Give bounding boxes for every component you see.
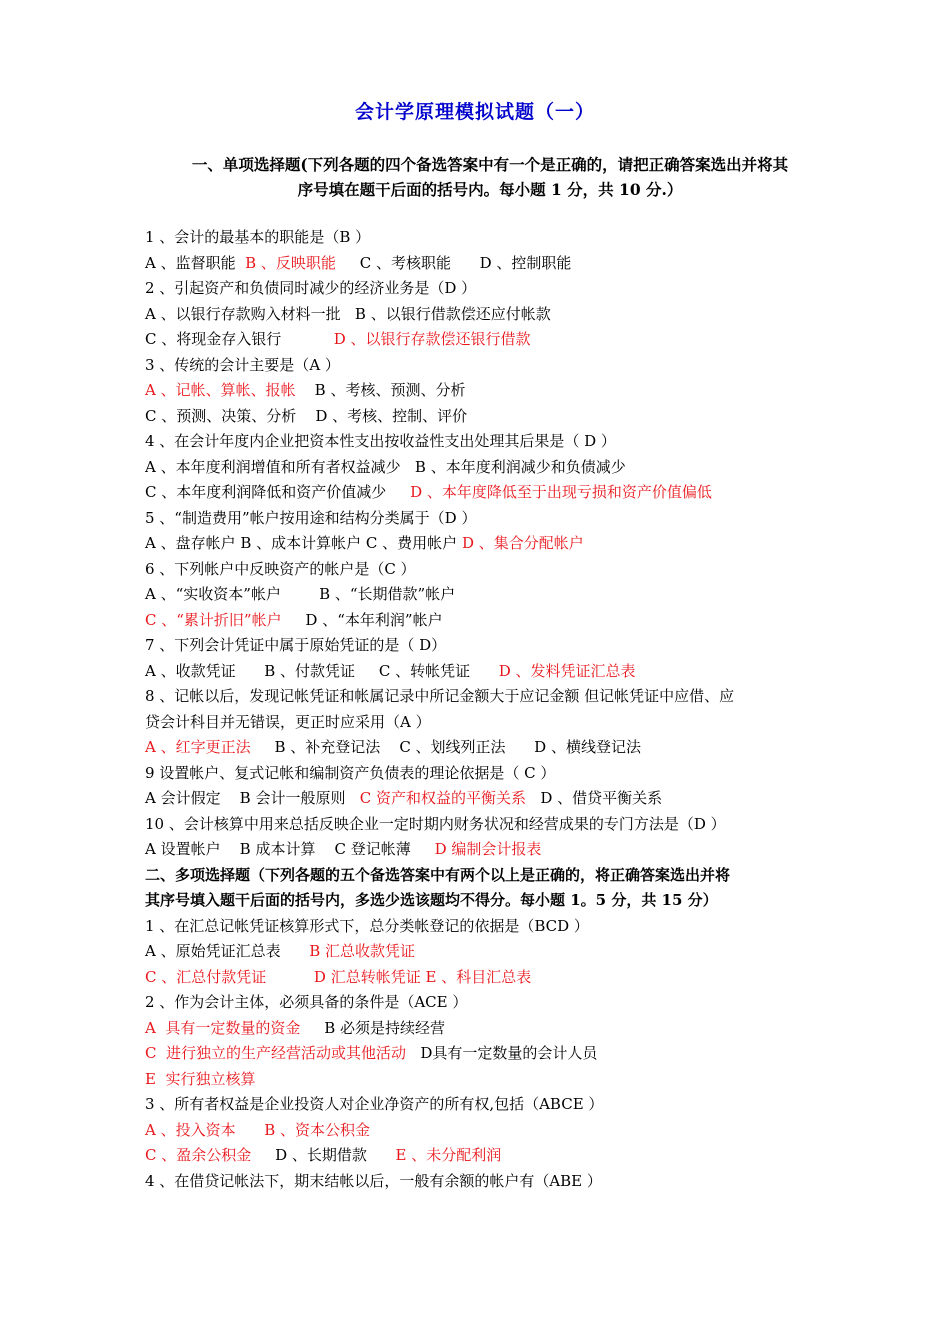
section-2-heading-line — [145, 863, 825, 889]
text-segment: 2 、作为会计主体，必须具备的条件是（ACE ） — [145, 993, 468, 1011]
text-segment: A 、以银行存款购入材料一批 B 、以银行借款偿还应付帐款 — [145, 304, 551, 323]
question-line — [145, 582, 825, 608]
question-line — [145, 990, 825, 1016]
question-line — [145, 939, 825, 965]
text-segment: A 、“实收资本”帐户 B 、“长期借款”帐户 — [145, 585, 456, 603]
text-segment: A 、原始凭证汇总表 — [145, 942, 310, 960]
correct-answer: D 、以银行存款偿还银行借款 — [333, 330, 531, 348]
correct-answer: B 、反映职能 — [245, 253, 336, 272]
text-segment: 1 、会计的最基本的职能是（B ） — [145, 228, 371, 246]
text-segment: A 、收款凭证 B 、付款凭证 C 、转帐凭证 — [145, 661, 499, 680]
question-line — [145, 531, 825, 557]
text-segment: 1 、在汇总记帐凭证核算形式下，总分类帐登记的依据是（BCD ） — [145, 916, 589, 935]
section-1-heading-line: 序号填在题干后面的括号内。每小题 1 分，共 10 分.） — [297, 180, 683, 199]
correct-answer: A 、投入资本 — [145, 1120, 236, 1139]
question-line — [145, 608, 825, 634]
correct-answer: A 具有一定数量的资金 — [145, 1018, 301, 1037]
correct-answer: A 、记帐、算帐、报帐 — [145, 381, 296, 399]
text-segment: A 、盘存帐户 B 、成本计算帐户 C 、费用帐户 — [145, 534, 462, 552]
correct-answer: E 、未分配利润 — [395, 1146, 502, 1164]
question-line — [145, 1143, 825, 1169]
text-segment: C 、将现金存入银行 — [145, 330, 334, 348]
text-segment: D 、借贷平衡关系 — [526, 789, 663, 807]
text-segment: D 、长期借款 — [251, 1146, 396, 1164]
question-line — [145, 684, 825, 710]
text-segment: 3 、所有者权益是企业投资人对企业净资产的所有权,包括（ABCE ） — [145, 1095, 604, 1113]
question-line — [145, 1067, 825, 1093]
text-segment: 10 、会计核算中用来总括反映企业一定时期内财务状况和经营成果的专门方法是（D ） — [145, 814, 726, 833]
correct-answer: D 、发料凭证汇总表 — [498, 661, 636, 680]
correct-answer: B 汇总收款凭证 — [309, 942, 416, 960]
question-line — [145, 761, 825, 787]
text-segment: C 、预测、决策、分析 D 、考核、控制、评价 — [145, 406, 468, 425]
text-segment: 其序号填入题干后面的括号内，多选少选该题均不得分。每小题 1。5 分，共 15 分） — [145, 891, 718, 909]
text-segment: 二、多项选择题（下列各题的五个备选答案中有两个以上是正确的，将正确答案选出并将 — [145, 865, 731, 884]
question-line — [145, 1016, 825, 1042]
question-line — [145, 353, 825, 379]
question-line — [145, 225, 825, 251]
correct-answer: D 、本年度降低至于出现亏损和资产价值偏低 — [410, 483, 712, 501]
text-segment: D具有一定数量的会计人员 — [406, 1044, 598, 1062]
correct-answer: C 、汇总付款凭证 D 汇总转帐凭证 E 、科目汇总表 — [145, 967, 532, 986]
question-line — [145, 327, 825, 353]
question-list — [145, 225, 825, 1194]
question-line — [145, 1118, 825, 1144]
text-segment: 9 设置帐户、复式记帐和编制资产负债表的理论依据是（ C ） — [145, 763, 556, 782]
question-line — [145, 251, 825, 277]
text-segment: A 、监督职能 — [145, 253, 246, 272]
text-segment: B 、考核、预测、分析 — [295, 381, 466, 399]
correct-answer: D 编制会计报表 — [434, 840, 542, 858]
question-line — [145, 480, 825, 506]
question-line — [145, 506, 825, 532]
correct-answer: C 、盈余公积金 — [145, 1146, 252, 1164]
text-segment: 7 、下列会计凭证中属于原始凭证的是（ D） — [145, 636, 447, 654]
question-line — [145, 812, 825, 838]
correct-answer: C 、“累计折旧”帐户 — [145, 610, 282, 629]
correct-answer: C 进行独立的生产经营活动或其他活动 — [145, 1044, 407, 1062]
section-1-heading-line: 一、单项选择题(下列各题的四个备选答案中有一个是正确的，请把正确答案选出并将其 — [191, 155, 789, 174]
text-segment: C 、本年度利润降低和资产价值减少 — [145, 483, 411, 501]
text-segment: 4 、在借贷记帐法下，期末结帐以后，一般有余额的帐户有（ABE ） — [145, 1171, 602, 1190]
correct-answer: A 、红字更正法 — [145, 738, 251, 756]
correct-answer: D 、集合分配帐户 — [461, 534, 584, 552]
text-segment: 6 、下列帐户中反映资产的帐户是（C ） — [145, 559, 416, 578]
question-line — [145, 429, 825, 455]
text-segment: 5 、“制造费用”帐户按用途和结构分类属于（D ） — [145, 508, 477, 527]
text-segment: B 必须是持续经营 — [300, 1018, 446, 1037]
question-line — [145, 633, 825, 659]
text-segment: 8 、记帐以后，发现记帐凭证和帐属记录中所记金额大于应记金额 但记帐凭证中应借、应 — [145, 687, 735, 705]
question-line — [145, 965, 825, 991]
question-line — [145, 735, 825, 761]
correct-answer: B 、资本公积金 — [264, 1120, 371, 1139]
text-segment: A 会计假定 B 会计一般原则 — [145, 789, 360, 807]
text-segment: 贷会计科目并无错误，更正时应采用（A ） — [145, 712, 431, 731]
text-segment: 3 、传统的会计主要是（A ） — [145, 355, 340, 374]
text-segment: 2 、引起资产和负债同时减少的经济业务是（D ） — [145, 279, 477, 297]
correct-answer: C 资产和权益的平衡关系 — [359, 789, 527, 807]
question-line — [145, 837, 825, 863]
text-segment: B 、补充登记法 C 、划线列正法 D 、横线登记法 — [250, 738, 641, 756]
question-line — [145, 1092, 825, 1118]
text-segment: D 、“本年利润”帐户 — [281, 610, 443, 629]
section-1-heading — [160, 152, 820, 202]
question-line — [145, 378, 825, 404]
question-line — [145, 557, 825, 583]
question-line — [145, 710, 825, 736]
question-line — [145, 1041, 825, 1067]
question-line — [145, 404, 825, 430]
text-segment — [236, 1121, 265, 1139]
question-line — [145, 302, 825, 328]
text-segment: C 、考核职能 D 、控制职能 — [335, 253, 572, 272]
question-line — [145, 1169, 825, 1195]
text-segment: 4 、在会计年度内企业把资本性支出按收益性支出处理其后果是（ D ） — [145, 432, 616, 450]
correct-answer: E 实行独立核算 — [145, 1069, 256, 1088]
page-title: 会计学原理模拟试题（一） — [354, 101, 595, 123]
text-segment: A 、本年度利润增值和所有者权益减少 B 、本年度利润减少和负债减少 — [145, 457, 626, 476]
text-segment: A 设置帐户 B 成本计算 C 登记帐薄 — [145, 840, 435, 858]
question-line — [145, 276, 825, 302]
question-line — [145, 786, 825, 812]
section-2-heading-line — [145, 888, 825, 914]
question-line — [145, 914, 825, 940]
question-line — [145, 659, 825, 685]
question-line — [145, 455, 825, 481]
